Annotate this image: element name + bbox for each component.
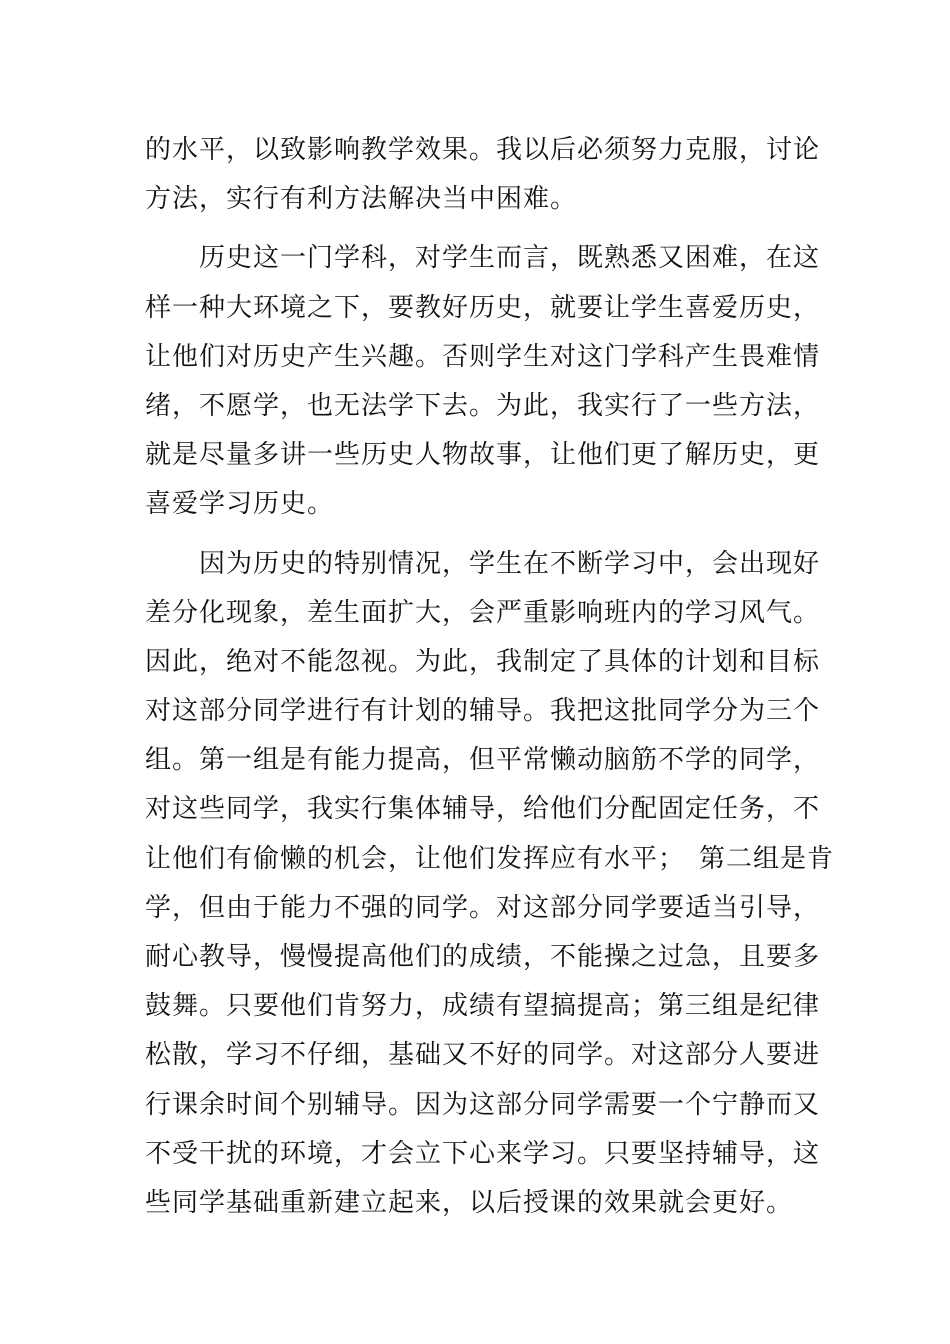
text-line: 行课余时间个别辅导。因为这部分同学需要一个宁静而又 bbox=[145, 1089, 821, 1120]
text-line: 样一种大环境之下，要教好历史，就要让学生喜爱历史， bbox=[145, 292, 821, 323]
document-body bbox=[145, 126, 835, 1228]
text-line: 因为历史的特别情况，学生在不断学习中，会出现好 bbox=[145, 548, 821, 579]
paragraph-1 bbox=[145, 126, 821, 224]
text-line: 鼓舞。只要他们肯努力，成绩有望搞提高；第三组是纪律 bbox=[145, 991, 821, 1022]
paragraph-2 bbox=[145, 234, 821, 529]
text-line: 耐心教导，慢慢提高他们的成绩，不能操之过急，且要多 bbox=[145, 942, 821, 972]
paragraph-3 bbox=[145, 540, 835, 1229]
text-line: 些同学基础重新建立起来，以后授课的效果就会更好。 bbox=[145, 1187, 794, 1218]
text-line: 差分化现象，差生面扩大，会严重影响班内的学习风气。 bbox=[145, 597, 821, 628]
text-line: 对这部分同学进行有计划的辅导。我把这批同学分为三个 bbox=[145, 696, 821, 727]
text-line: 让他们对历史产生兴趣。否则学生对这门学科产生畏难情 bbox=[145, 341, 821, 372]
text-line: 松散，学习不仔细，基础又不好的同学。对这部分人要进 bbox=[145, 1040, 821, 1071]
text-line: 学，但由于能力不强的同学。对这部分同学要适当引导， bbox=[145, 892, 821, 923]
text-line: 历史这一门学科，对学生而言，既熟悉又困难，在这 bbox=[145, 243, 821, 274]
text-line: 方法，实行有利方法解决当中困难。 bbox=[145, 184, 578, 215]
text-line: 因此，绝对不能忽视。为此，我制定了具体的计划和目标 bbox=[145, 646, 821, 677]
text-line: 的水平，以致影响教学效果。我以后必须努力克服，讨论 bbox=[145, 135, 821, 165]
text-line: 绪，不愿学，也无法学下去。为此，我实行了一些方法， bbox=[145, 390, 821, 421]
text-line: 喜爱学习历史。 bbox=[145, 489, 335, 520]
text-line: 不受干扰的环境，才会立下心来学习。只要坚持辅导，这 bbox=[145, 1138, 821, 1169]
text-line: 对这些同学，我实行集体辅导，给他们分配固定任务，不 bbox=[145, 794, 821, 825]
text-line: 组。第一组是有能力提高，但平常懒动脑筋不学的同学， bbox=[145, 745, 821, 776]
text-line: 就是尽量多讲一些历史人物故事，让他们更了解历史，更 bbox=[145, 440, 821, 471]
text-line: 让他们有偷懒的机会，让他们发挥应有水平； 第二组是肯 bbox=[145, 843, 835, 874]
